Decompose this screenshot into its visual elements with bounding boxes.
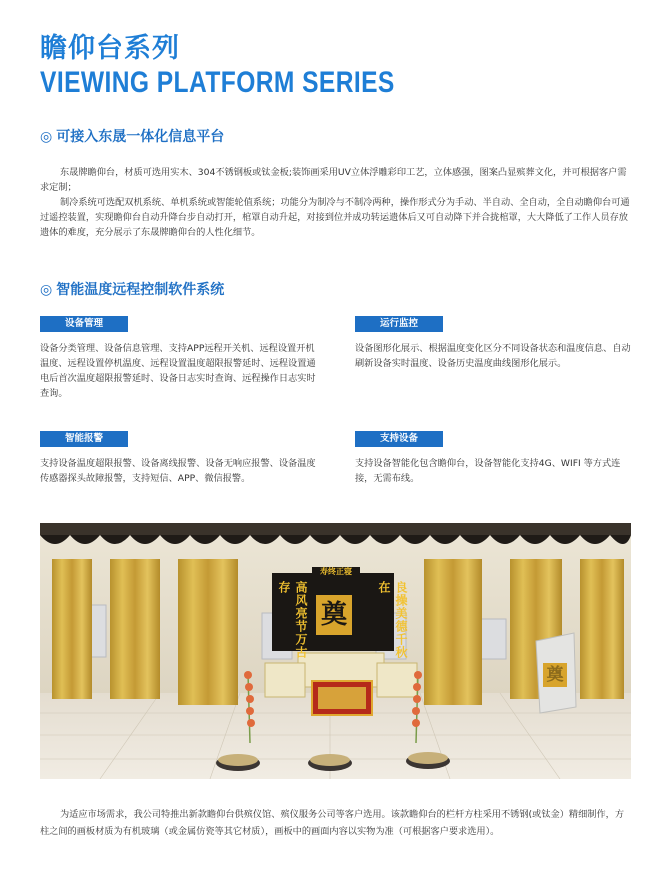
circle-bullet-icon: ◎ (40, 129, 53, 145)
feature-text-supported-devices: 支持设备智能化包含瞻仰台，设备智能化支持4G、WIFI 等方式连接，无需布线。 (355, 458, 621, 484)
feature-badge-alarm: 智能报警 (40, 431, 128, 447)
circle-bullet-icon: ◎ (40, 282, 53, 298)
feature-badge-device-management: 设备管理 (40, 316, 128, 332)
product-photo (40, 523, 631, 779)
banner-text: 寿终正寝 (320, 567, 352, 576)
feature-badge-monitoring: 运行监控 (355, 316, 443, 332)
feature-text-device-management: 设备分类管理、设备信息管理、支持APP远程开关机、远程设置开机温度、远程设置停机温度、远程设置温度超限报警延时、远程设置通电后首次温度超限报警延时、设备日志实时查询、远程操作日志实时查询。 (40, 343, 316, 399)
page-title: 瞻仰台系列 (40, 33, 180, 64)
center-character: 奠 (320, 600, 347, 630)
right-couplet: 良操美德千秋在 (377, 581, 408, 659)
stand-character: 奠 (546, 665, 564, 685)
page-subtitle-en: VIEWING PLATFORM SERIES (40, 66, 395, 99)
photo-caption (40, 806, 631, 840)
feature-text-monitoring: 设备图形化展示、根据温度变化区分不同设备状态和温度信息、自动刷新设备实时温度、设备历史温度曲线图形化展示。 (355, 343, 631, 369)
intro-paragraph: 东晟牌瞻仰台，材质可选用实木、304不锈钢板或钛金板;装饰画采用UV立体浮雕彩印工艺，立体感强，图案凸显殡葬文化，并可根据客户需求定制； (40, 167, 627, 193)
section-heading-software (40, 279, 224, 299)
section-heading-text: 智能温度远程控制软件系统 (56, 282, 225, 298)
feature-text-alarm: 支持设备温度超限报警、设备离线报警、设备无响应报警、设备温度传感器探头故障报警，支持短信、APP、微信报警。 (40, 458, 316, 484)
intro-paragraph: 制冷系统可选配双机系统、单机系统或智能轮值系统；功能分为制冷与不制冷两种，操作形式分为手动、半自动、全自动，全自动瞻仰台可通过遥控装置，实现瞻仰台自动升降台步自动打开，棺罩自动升起，对接到位并成功转运遗体后又可自动降下并合拢棺罩，大大降低了工作人员存放遗体的难度，充分展示了东晟牌瞻仰台的人性化细节。 (40, 197, 630, 238)
caption-paragraph: 为适应市场需求，我公司特推出新款瞻仰台供殡仪馆、殡仪服务公司等客户选用。该款瞻仰台的栏杆方柱采用不锈钢(或钛金）精细制作，方柱之间的画板材质为有机玻璃（或金属仿瓷等其它材质），画板中的画面内容以实物为准（可根据客户要求选用）。 (40, 809, 625, 837)
feature-badge-supported-devices: 支持设备 (355, 431, 443, 447)
memorial-hall-illustration (40, 523, 631, 779)
section-heading-platform (40, 126, 224, 146)
section-heading-text: 可接入东晟一体化信息平台 (56, 129, 225, 145)
intro-paragraphs (40, 165, 631, 240)
left-couplet: 高风亮节万古存 (277, 581, 308, 659)
